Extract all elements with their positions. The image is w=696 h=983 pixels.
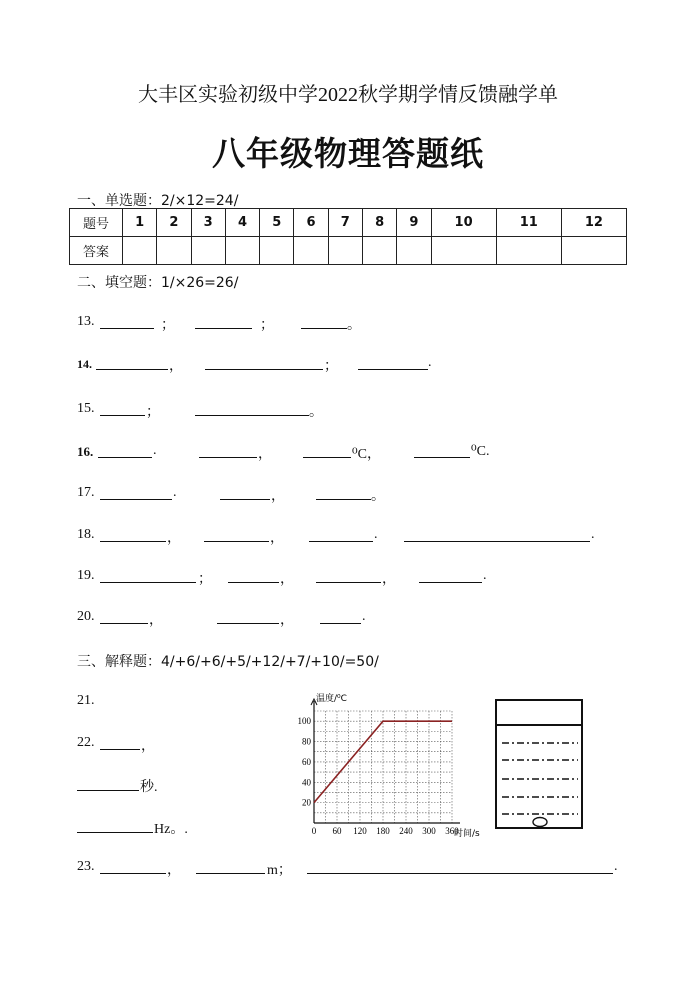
answer-cell[interactable] [397,237,431,265]
answer-cell[interactable] [260,237,294,265]
answer-blank[interactable] [301,314,347,329]
answer-blank[interactable] [100,568,196,583]
answer-blank[interactable] [98,443,152,458]
question-number: 18. [77,527,95,542]
separator: ， [382,572,396,587]
separator: . [614,859,618,874]
answer-blank[interactable] [228,568,279,583]
question-number: 16. [77,444,94,459]
question-number: 14. [77,357,92,371]
y-axis-label: 温度/⁰C [316,694,347,704]
answer-blank[interactable] [196,859,265,874]
answer-cell[interactable] [431,237,496,265]
col-num: 9 [397,209,431,237]
bubble-shape [533,818,547,827]
answer-blank[interactable] [414,443,470,458]
col-num: 1 [123,209,157,237]
answer-cell[interactable] [191,237,225,265]
answer-blank[interactable] [195,401,309,416]
separator: ， [280,613,294,628]
answer-blank[interactable] [419,568,482,583]
answer-blank[interactable] [316,485,371,500]
separator: ， [169,359,183,374]
answer-blank[interactable] [316,568,381,583]
question-number: 22. [77,735,95,750]
answer-blank[interactable] [303,443,351,458]
unit-hertz: Hz。. [154,822,188,837]
answer-cell[interactable] [328,237,362,265]
x-tick-label: 300 [422,826,436,836]
separator: ， [280,572,294,587]
answer-blank[interactable] [77,818,153,833]
answer-blank[interactable] [100,609,148,624]
separator: ， [167,531,181,546]
question-number: 20. [77,609,95,624]
unit-meter: m； [267,863,292,878]
y-tick-label: 20 [302,797,311,808]
separator: . [428,355,432,370]
col-num: 3 [191,209,225,237]
col-num: 11 [496,209,561,237]
separator: ； [198,572,212,587]
container-outline [496,700,582,828]
separator: . [483,568,487,583]
answer-blank[interactable] [100,527,166,542]
temperature-chart [290,690,490,840]
separator: . [374,527,378,542]
x-tick-label: 60 [332,826,342,836]
col-num: 4 [225,209,259,237]
separator: . [173,485,177,500]
separator: ； [161,318,175,333]
answer-blank[interactable] [307,859,613,874]
answer-blank[interactable] [96,355,168,370]
question-number: 21. [77,693,95,708]
question-number: 13. [77,314,95,329]
section-explain: 三、解释题：4/+6/+6/+5/+12/+7/+10/=50/ [77,654,379,670]
separator: 。 [309,405,323,420]
separator: ； [146,405,160,420]
x-tick-label: 360 [445,826,459,836]
container-diagram [494,698,594,834]
y-tick-label: 40 [302,777,311,788]
x-tick-label: 120 [353,826,367,836]
col-num: 10 [431,209,496,237]
question-number: 19. [77,568,95,583]
answer-blank[interactable] [358,355,428,370]
y-tick-label: 80 [302,736,311,747]
separator: ， [270,531,284,546]
y-tick-label: 60 [302,756,311,767]
answer-blank[interactable] [309,527,373,542]
separator: ， [258,447,272,462]
x-tick-label: 180 [376,826,390,836]
col-num: 6 [294,209,328,237]
section-fill-blank: 二、填空题：1/×26=26/ [77,275,239,291]
separator: ； [324,359,338,374]
answer-blank[interactable] [220,485,270,500]
separator: . [153,443,157,458]
answer-cell[interactable] [157,237,191,265]
separator: 。 [371,489,385,504]
answer-blank[interactable] [204,527,269,542]
table-row-numbers [70,209,627,237]
answer-blank[interactable] [404,527,590,542]
answer-cell[interactable] [362,237,396,265]
col-num: 7 [328,209,362,237]
answer-cell[interactable] [496,237,561,265]
separator: . [362,609,366,624]
separator: ； [260,318,274,333]
separator: 。 [347,318,361,333]
unit-seconds: 秒. [140,780,158,795]
school-title: 大丰区实验初级中学2022秋学期学情反馈融学单 [138,84,558,106]
answer-cell[interactable] [561,237,626,265]
answer-blank[interactable] [320,609,361,624]
separator: ， [141,739,155,754]
x-tick-label: 0 [311,826,317,836]
answer-cell[interactable] [294,237,328,265]
answer-blank[interactable] [100,859,166,874]
answer-blank[interactable] [100,314,154,329]
page-title: 八年级物理答题纸 [212,134,484,173]
x-axis-label: 时间/s [454,829,480,839]
answer-blank[interactable] [217,609,279,624]
separator: ， [149,613,163,628]
answer-blank[interactable] [205,355,323,370]
answer-blank[interactable] [199,443,257,458]
question-number: 15. [77,401,95,416]
answer-table [69,208,627,265]
answer-blank[interactable] [100,485,172,500]
col-num: 5 [260,209,294,237]
answer-blank[interactable] [77,776,139,791]
y-tick-label: 100 [297,716,311,727]
separator: ， [167,863,181,878]
table-row-answers [70,237,627,265]
row-label-answer: 答案 [70,237,123,265]
x-tick-label: 240 [399,826,413,836]
separator: ， [271,489,285,504]
col-num: 8 [362,209,396,237]
unit-celsius: ⁰C. [471,444,490,459]
answer-cell[interactable] [123,237,157,265]
col-num: 12 [561,209,626,237]
question-number: 23. [77,859,95,874]
answer-cell[interactable] [225,237,259,265]
answer-blank[interactable] [100,735,140,750]
col-num: 2 [157,209,191,237]
row-label-number: 题号 [70,209,123,237]
unit-celsius: ⁰C， [352,447,381,462]
question-number: 17. [77,485,95,500]
answer-blank[interactable] [195,314,252,329]
separator: . [591,527,595,542]
answer-blank[interactable] [100,401,145,416]
section-single-choice: 一、单选题：2/×12=24/ [77,193,239,209]
